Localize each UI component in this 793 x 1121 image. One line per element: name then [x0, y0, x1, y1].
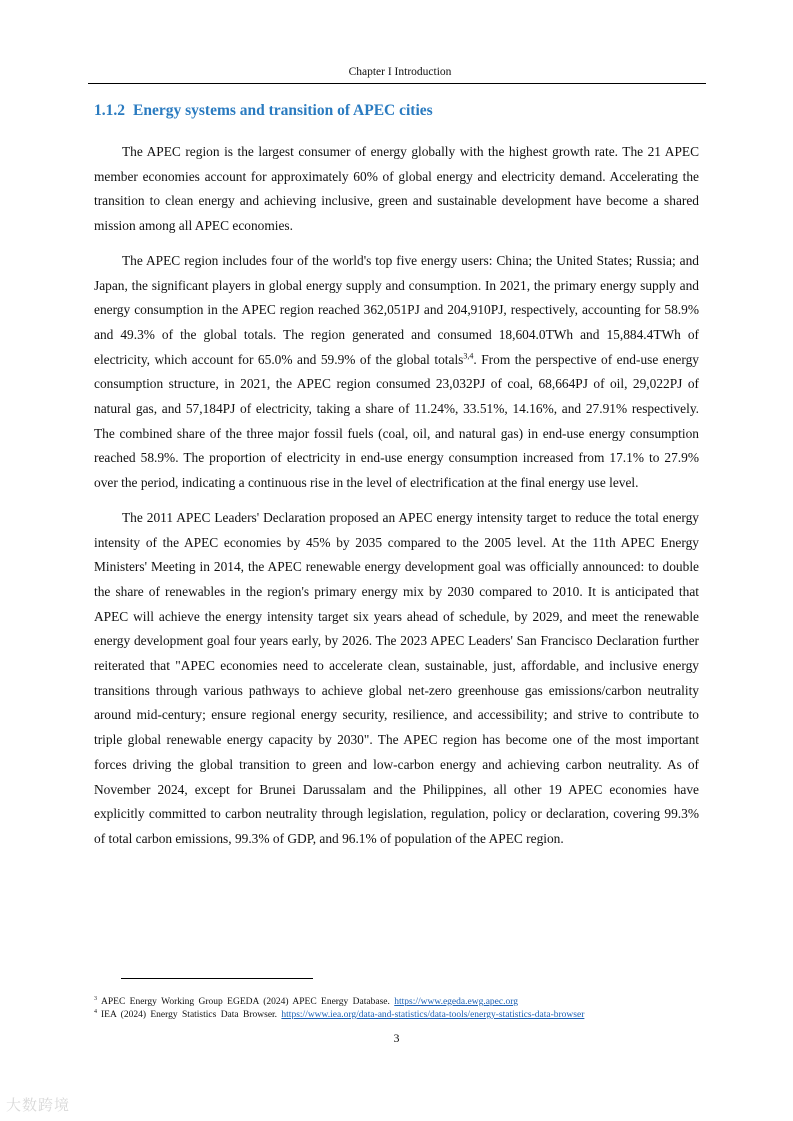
footnote-link[interactable]: https://www.egeda.ewg.apec.org — [394, 997, 518, 1007]
footnote-4 — [94, 1009, 584, 1022]
paragraph-3: The 2011 APEC Leaders' Declaration proposed an APEC energy intensity target to reduce the total energy intensity of the APEC economies by 45% by 2035 compared to the 2005 level. At the 11th APEC Energy Ministers' Meeting in 2014, the APEC renewable energy development goal was officially announced: to double the share of renewables in the region's primary energy mix by 2030 compared to 2010. It is anticipated that APEC will achieve the energy intensity target six years ahead of schedule, by 2029, and meet the renewable energy development goal four years early, by 2026. The 2023 APEC Leaders' San Francisco Declaration further reiterated that "APEC economies need to accelerate clean, sustainable, just, affordable, and inclusive energy transitions through various pathways to achieve global net-zero greenhouse gas emissions/carbon neutrality around mid-century; ensure regional energy security, resilience, and accessibility; and strive to contribute to triple global renewable energy capacity by 2030". The APEC region has become one of the most important forces driving the global transition to green and low-carbon energy and achieving carbon neutrality. As of November 2024, except for Brunei Darussalam and the Philippines, all other 19 APEC economies have explicitly committed to carbon neutrality through legislation, regulation, policy or declaration, covering 99.3% of total carbon emissions, 99.3% of GDP, and 96.1% of population of the APEC region. — [94, 509, 699, 846]
section-number: 1.1.2 — [94, 102, 125, 119]
footnote-mark: 3 — [94, 995, 97, 1002]
footnote-text: IEA (2024) Energy Statistics Data Browser. — [101, 1010, 278, 1020]
watermark-logo: 大数跨境 — [6, 1096, 71, 1114]
footnote-3 — [94, 996, 584, 1009]
page-number: 3 — [393, 1031, 400, 1045]
body-text — [94, 140, 699, 862]
section-heading — [94, 102, 433, 120]
footnote-separator — [121, 978, 313, 979]
paragraph-2-part-1: The APEC region includes four of the world's top five energy users: China; the United States; Russia; and Japan, the significant players in global energy supply and consumption. In 2021, the primary energy supply and energy consumption in the APEC region reached 362,051PJ and 204,910PJ, respectively, accounting for 58.9% and 49.3% of the global totals. The region generated and consumed 18,604.0TWh and 15,884.4TWh of electricity, which account for 65.0% and 59.9% of the global totals — [94, 252, 699, 367]
paragraph-2-part-2: . From the perspective of end-use energy consumption structure, in 2021, the APEC region consumed 23,032PJ of coal, 68,664PJ of oil, 29,022PJ of natural gas, and 57,184PJ of electricity, taking a share of 11.24%, 33.51%, 14.16%, and 27.91% respectively. The combined share of the three major fossil fuels (coal, oil, and natural gas) in end-use energy consumption reached 58.9%. The proportion of electricity in end-use energy consumption increased from 17.1% to 27.9% over the period, indicating a continuous rise in the level of electrification at the final energy use level. — [94, 351, 699, 491]
running-header: Chapter I Introduction — [348, 66, 452, 78]
paragraph-2 — [94, 249, 699, 496]
footnote-mark: 4 — [94, 1008, 97, 1015]
paragraph-1: The APEC region is the largest consumer of energy globally with the highest growth rate. The 21 APEC member economies account for approximately 60% of global energy and electricity demand. Accelerating the transition to clean energy and achieving inclusive, green and sustainable development have become a shared mission among all APEC economies. — [94, 144, 699, 234]
footnote-text: APEC Energy Working Group EGEDA (2024) APEC Energy Database. — [101, 997, 390, 1007]
section-title: Energy systems and transition of APEC cities — [133, 102, 433, 119]
footnotes — [94, 996, 584, 1022]
footnote-link[interactable]: https://www.iea.org/data-and-statistics/data-tools/energy-statistics-data-browser — [281, 1010, 585, 1020]
header-rule — [88, 83, 706, 84]
footnote-reference[interactable]: 3,4 — [463, 351, 474, 361]
